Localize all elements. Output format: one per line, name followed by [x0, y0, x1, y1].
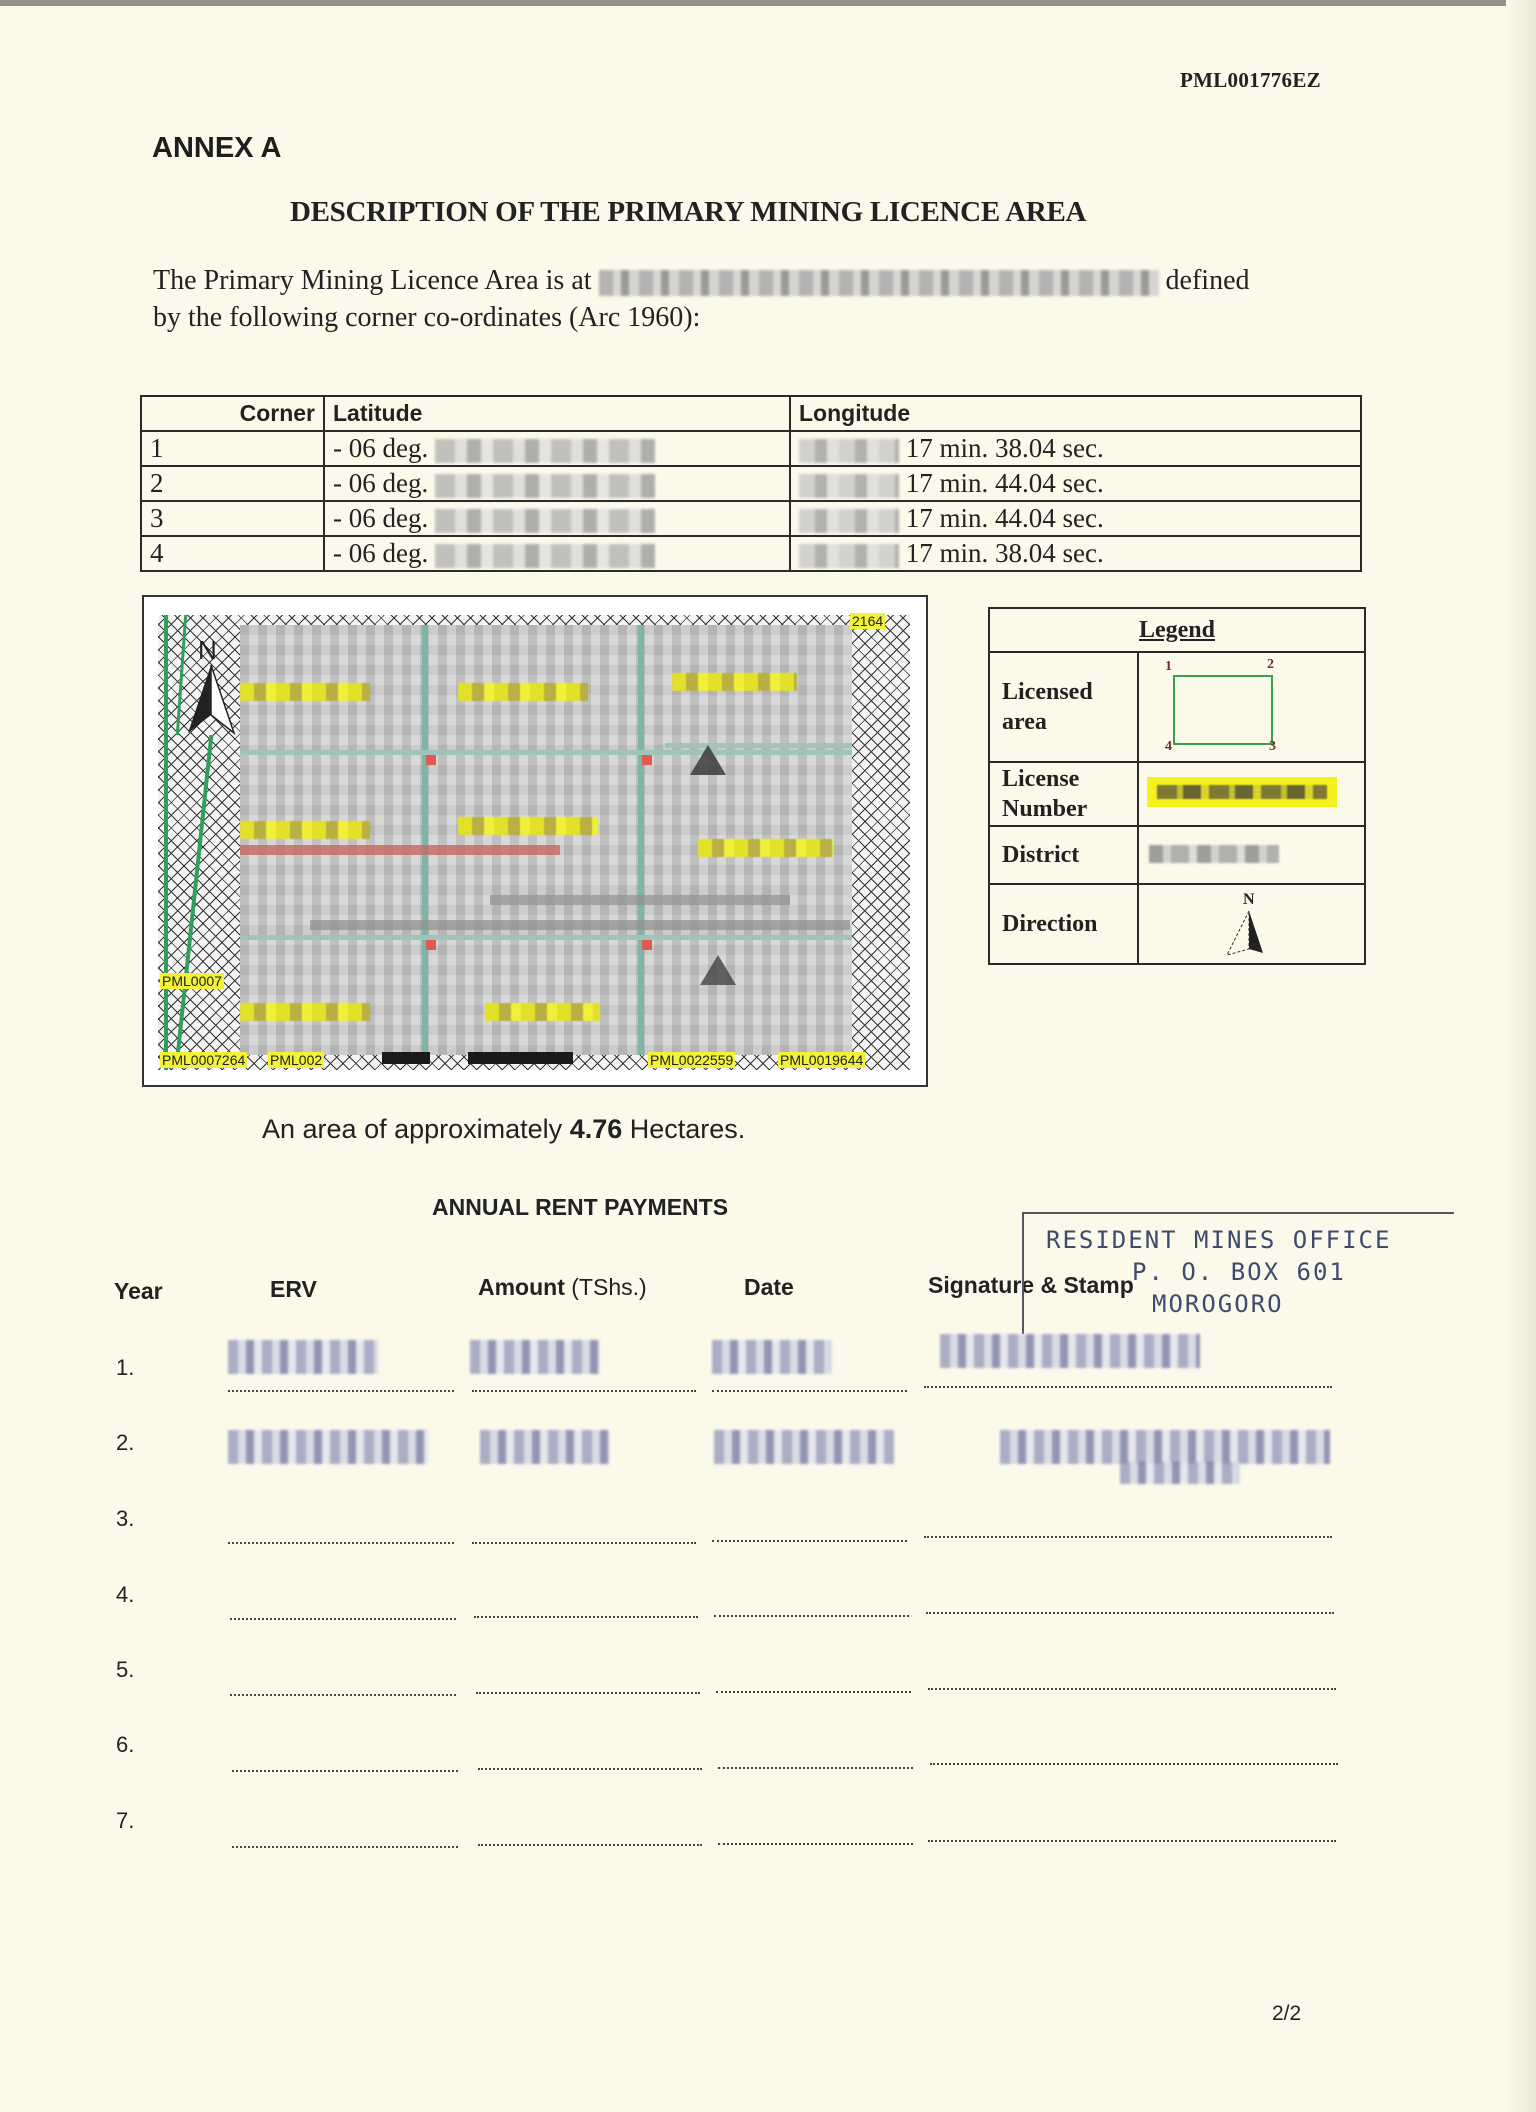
reference-code: PML001776EZ	[1180, 68, 1321, 92]
erv-line[interactable]	[232, 1770, 458, 1772]
map-label-bottom: PML0019644	[780, 1052, 864, 1068]
area-statement	[262, 1114, 745, 1145]
header-amount-unit: (TShs.)	[571, 1274, 647, 1300]
legend-row-license-number	[989, 762, 1365, 826]
legend-label-line2: area	[1002, 709, 1047, 735]
licensed-area-symbol	[1138, 652, 1365, 762]
erv-line[interactable]	[228, 1390, 454, 1392]
redacted-erv-entry	[228, 1340, 378, 1374]
redacted-map-label	[240, 821, 370, 839]
legend-row-district	[989, 826, 1365, 884]
map-grid-line	[422, 625, 428, 1055]
longitude-minutes-seconds: 17 min. 44.04 sec.	[905, 468, 1104, 498]
longitude-cell	[790, 466, 1361, 501]
redacted-longitude	[799, 474, 899, 498]
corner-marker	[426, 755, 436, 765]
map-label-bottom: PML0007264	[162, 1052, 246, 1068]
redacted-signature-entry	[1000, 1430, 1330, 1464]
direction-symbol	[1138, 884, 1365, 964]
hill-symbol-icon	[700, 955, 736, 985]
amount-line[interactable]	[476, 1692, 700, 1694]
map-grid-line	[638, 625, 644, 1055]
corner-number: 4	[141, 536, 324, 571]
redacted-erv-entry	[228, 1430, 428, 1464]
row-number: 6.	[116, 1732, 135, 1757]
rent-payments-title: ANNUAL RENT PAYMENTS	[432, 1194, 729, 1220]
signature-line[interactable]	[924, 1386, 1332, 1388]
redacted-date-entry	[714, 1430, 894, 1464]
header-longitude: Longitude	[790, 396, 1361, 431]
stamp-line2: P. O. BOX 601	[1132, 1258, 1346, 1286]
amount-line[interactable]	[472, 1542, 696, 1544]
longitude-minutes-seconds: 17 min. 44.04 sec.	[905, 503, 1104, 533]
map-hatched-background	[158, 615, 910, 1070]
redacted-location	[599, 270, 1159, 296]
redacted-district	[1138, 826, 1365, 884]
licence-area-map	[142, 595, 928, 1087]
redacted-amount-entry	[470, 1340, 600, 1374]
corner-label: 4	[1165, 739, 1172, 754]
date-line[interactable]	[718, 1767, 913, 1769]
redacted-map-label	[458, 817, 598, 835]
header-corner: Corner	[141, 396, 324, 431]
erv-line[interactable]	[228, 1542, 454, 1544]
intro-line2: by the following corner co-ordinates (Arc 1960):	[153, 302, 701, 333]
legend-label-line2: Number	[1002, 796, 1088, 822]
page-number: 2/2	[1272, 2002, 1302, 2025]
erv-line[interactable]	[232, 1846, 458, 1848]
longitude-cell	[790, 536, 1361, 571]
map-legend	[988, 607, 1366, 965]
redacted-map-label	[240, 683, 370, 701]
row-number: 3.	[116, 1506, 135, 1531]
latitude-degrees: - 06 deg.	[333, 538, 429, 568]
signature-line[interactable]	[928, 1840, 1336, 1842]
legend-label-line1: License	[1002, 766, 1080, 792]
erv-line[interactable]	[230, 1618, 456, 1620]
intro-prefix: The Primary Mining Licence Area is at	[153, 265, 592, 296]
area-suffix: Hectares.	[629, 1114, 746, 1144]
corner-marker	[426, 940, 436, 950]
legend-label	[989, 762, 1138, 826]
intro-paragraph	[153, 262, 1353, 336]
signature-line[interactable]	[924, 1536, 1332, 1538]
latitude-cell	[324, 536, 790, 571]
redacted-stamp-text	[1120, 1462, 1240, 1484]
row-number: 4.	[116, 1582, 135, 1607]
redacted-latitude	[435, 474, 655, 498]
north-arrow-icon	[186, 663, 236, 735]
latitude-cell	[324, 431, 790, 466]
amount-line[interactable]	[478, 1844, 702, 1846]
header-date: Date	[744, 1274, 794, 1300]
longitude-minutes-seconds: 17 min. 38.04 sec.	[905, 433, 1104, 463]
redacted-signature-entry	[940, 1334, 1200, 1368]
stamp-line3: MOROGORO	[1152, 1290, 1284, 1318]
header-amount-label: Amount	[478, 1274, 565, 1300]
map-label-left: PML0007	[162, 973, 222, 989]
map-label-bottom: PML002	[270, 1052, 323, 1068]
direction-north-label: N	[1243, 891, 1255, 908]
area-value: 4.76	[569, 1114, 623, 1144]
redacted-latitude	[435, 544, 655, 568]
legend-title	[989, 608, 1365, 652]
redacted-latitude	[435, 439, 655, 463]
legend-label: Direction	[989, 884, 1138, 964]
scan-top-edge	[0, 0, 1536, 6]
official-stamp	[1022, 1212, 1454, 1334]
row-number: 2.	[116, 1430, 135, 1455]
header-amount	[478, 1274, 647, 1301]
signature-line[interactable]	[926, 1612, 1334, 1614]
map-boundary-line	[175, 735, 214, 1065]
document-title: DESCRIPTION OF THE PRIMARY MINING LICENCE AREA	[290, 196, 1087, 228]
stamp-line1: RESIDENT MINES OFFICE	[1046, 1226, 1392, 1254]
table-row	[141, 536, 1361, 571]
date-line[interactable]	[714, 1615, 909, 1617]
coordinates-table	[140, 395, 1362, 572]
amount-line[interactable]	[478, 1768, 702, 1770]
corner-marker	[642, 755, 652, 765]
redacted-map-label	[240, 1003, 370, 1021]
date-line[interactable]	[718, 1843, 913, 1845]
redacted-license-number	[1138, 762, 1365, 826]
redaction-bar	[468, 1052, 573, 1064]
latitude-degrees: - 06 deg.	[333, 503, 429, 533]
map-label-top-right: 2164	[852, 613, 884, 629]
map-road	[310, 920, 850, 930]
map-road	[490, 895, 790, 905]
redacted-longitude	[799, 544, 899, 568]
date-line[interactable]	[716, 1691, 911, 1693]
table-row	[141, 501, 1361, 536]
legend-label	[989, 652, 1138, 762]
longitude-cell	[790, 501, 1361, 536]
corner-number: 3	[141, 501, 324, 536]
license-number-highlight	[1147, 777, 1337, 807]
latitude-cell	[324, 466, 790, 501]
page-edge-shadow	[1506, 0, 1536, 2112]
north-arrow-icon	[1225, 909, 1265, 959]
corner-label: 1	[1165, 659, 1172, 674]
redacted-map-label	[698, 839, 833, 857]
redacted-longitude	[799, 439, 899, 463]
area-prefix: An area of approximately	[262, 1114, 563, 1144]
table-row	[141, 431, 1361, 466]
amount-line[interactable]	[474, 1616, 698, 1618]
district-blur	[1149, 845, 1279, 863]
corner-number: 1	[141, 431, 324, 466]
redaction-bar	[382, 1052, 430, 1064]
intro-suffix: defined	[1165, 265, 1250, 296]
annex-label: ANNEX A	[152, 132, 282, 164]
redacted-map-label	[672, 673, 797, 691]
latitude-cell	[324, 501, 790, 536]
legend-label-line1: Licensed	[1002, 679, 1093, 705]
map-grid-line	[240, 750, 852, 755]
latitude-degrees: - 06 deg.	[333, 468, 429, 498]
amount-line[interactable]	[472, 1390, 696, 1392]
map-boundary-line	[164, 615, 168, 1070]
legend-title-text: Legend	[1138, 616, 1215, 643]
hill-symbol-icon	[690, 745, 726, 775]
date-line[interactable]	[712, 1390, 907, 1392]
licensed-area-rectangle-icon	[1173, 675, 1273, 745]
redacted-map-label	[458, 683, 588, 701]
map-grid-line	[240, 935, 852, 940]
date-line[interactable]	[712, 1540, 907, 1542]
row-number: 7.	[116, 1808, 135, 1833]
map-red-road	[240, 845, 560, 855]
legend-label: District	[989, 826, 1138, 884]
corner-label: 2	[1267, 657, 1274, 672]
redacted-date-entry	[712, 1340, 832, 1374]
legend-row-direction	[989, 884, 1365, 964]
corner-marker	[642, 940, 652, 950]
header-year: Year	[114, 1278, 163, 1304]
signature-line[interactable]	[930, 1763, 1338, 1765]
corner-number: 2	[141, 466, 324, 501]
redacted-amount-entry	[480, 1430, 610, 1464]
coordinates-header-row	[141, 396, 1361, 431]
table-row	[141, 466, 1361, 501]
erv-line[interactable]	[230, 1694, 456, 1696]
pixelated-map-area	[240, 625, 852, 1055]
longitude-minutes-seconds: 17 min. 38.04 sec.	[905, 538, 1104, 568]
row-number: 1.	[116, 1355, 135, 1380]
latitude-degrees: - 06 deg.	[333, 433, 429, 463]
redacted-map-label	[485, 1003, 600, 1021]
row-number: 5.	[116, 1657, 135, 1682]
redacted-longitude	[799, 509, 899, 533]
redacted-latitude	[435, 509, 655, 533]
map-north-label: N	[198, 635, 217, 665]
legend-row-licensed-area	[989, 652, 1365, 762]
signature-line[interactable]	[928, 1688, 1336, 1690]
map-label-bottom: PML0022559	[650, 1052, 734, 1068]
header-latitude: Latitude	[324, 396, 790, 431]
header-signature-stamp: Signature & Stamp	[928, 1272, 1134, 1298]
corner-label: 3	[1269, 739, 1276, 754]
longitude-cell	[790, 431, 1361, 466]
header-erv: ERV	[270, 1276, 317, 1302]
